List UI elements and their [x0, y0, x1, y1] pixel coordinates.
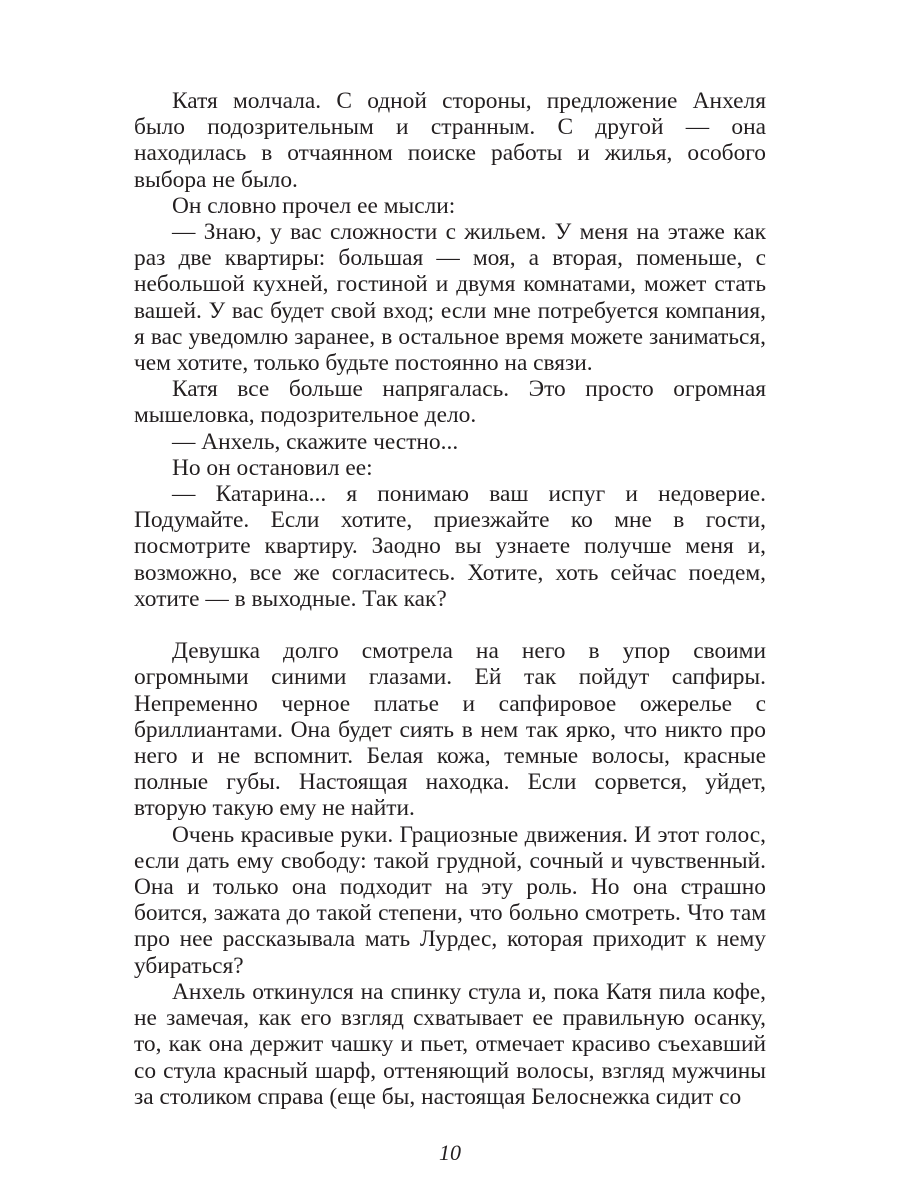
paragraph: Катя молчала. С одной стороны, предложение Анхеля было подозрительным и странным. С другой — она находилась в отчаянном поиске работы и жилья, особого выбора не было.	[134, 88, 766, 193]
paragraph: — Катарина... я понимаю ваш испуг и недоверие. Подумайте. Если хотите, приезжайте ко мне в гости, посмотрите квартиру. Заодно вы узнаете получше меня и, возможно, все же согласитесь. Хотите, хоть сейчас поедем, хотите — в выходные. Так как?	[134, 481, 766, 612]
page-number: 10	[439, 1140, 461, 1165]
paragraph: — Анхель, скажите честно...	[172, 428, 459, 455]
section-break	[134, 612, 766, 638]
paragraph: — Знаю, у вас сложности с жильем. У меня на этаже как раз две квартиры: большая — моя, а вторая, поменьше, с небольшой кухней, гостиной и двумя комнатами, может стать вашей. У вас будет свой вход; если мне потребуется компания, я вас уведомлю заранее, в остальное время можете заниматься, чем хотите, только будьте постоянно на связи.	[134, 219, 766, 377]
paragraph: Но он остановил ее:	[172, 454, 373, 481]
paragraph: Очень красивые руки. Грациозные движения. И этот голос, если дать ему свободу: такой грудной, сочный и чувственный. Она и только она подходит на эту роль. Но она страшно боится, зажата до такой степени, что больно смотреть. Что там про нее рассказывала мать Лурдес, которая приходит к нему убираться?	[134, 821, 766, 979]
paragraph: Он словно прочел ее мысли:	[172, 192, 456, 219]
paragraph: Анхель откинулся на спинку стула и, пока Катя пила кофе, не замечая, как его взгляд схватывает ее правильную осанку, то, как она держит чашку и пьет, отмечает красиво съехавший со стула красный шарф, оттеняющий волосы, взгляд мужчины за столиком справа (еще бы, настоящая Белоснежка сидит со	[134, 978, 766, 1110]
paragraph: Девушка долго смотрела на него в упор своими огромными синими глазами. Ей так пойдут сапфиры. Непременно черное платье и сапфировое ожерелье с бриллиантами. Она будет сиять в нем так ярко, что никто про него и не вспомнит. Белая кожа, темные волосы, красные полные губы. Настоящая находка. Если сорвется, уйдет, вторую такую ему не найти.	[134, 638, 766, 822]
body-text	[134, 88, 766, 1110]
paragraph: Катя все больше напрягалась. Это просто огромная мышеловка, подозрительное дело.	[134, 376, 766, 429]
